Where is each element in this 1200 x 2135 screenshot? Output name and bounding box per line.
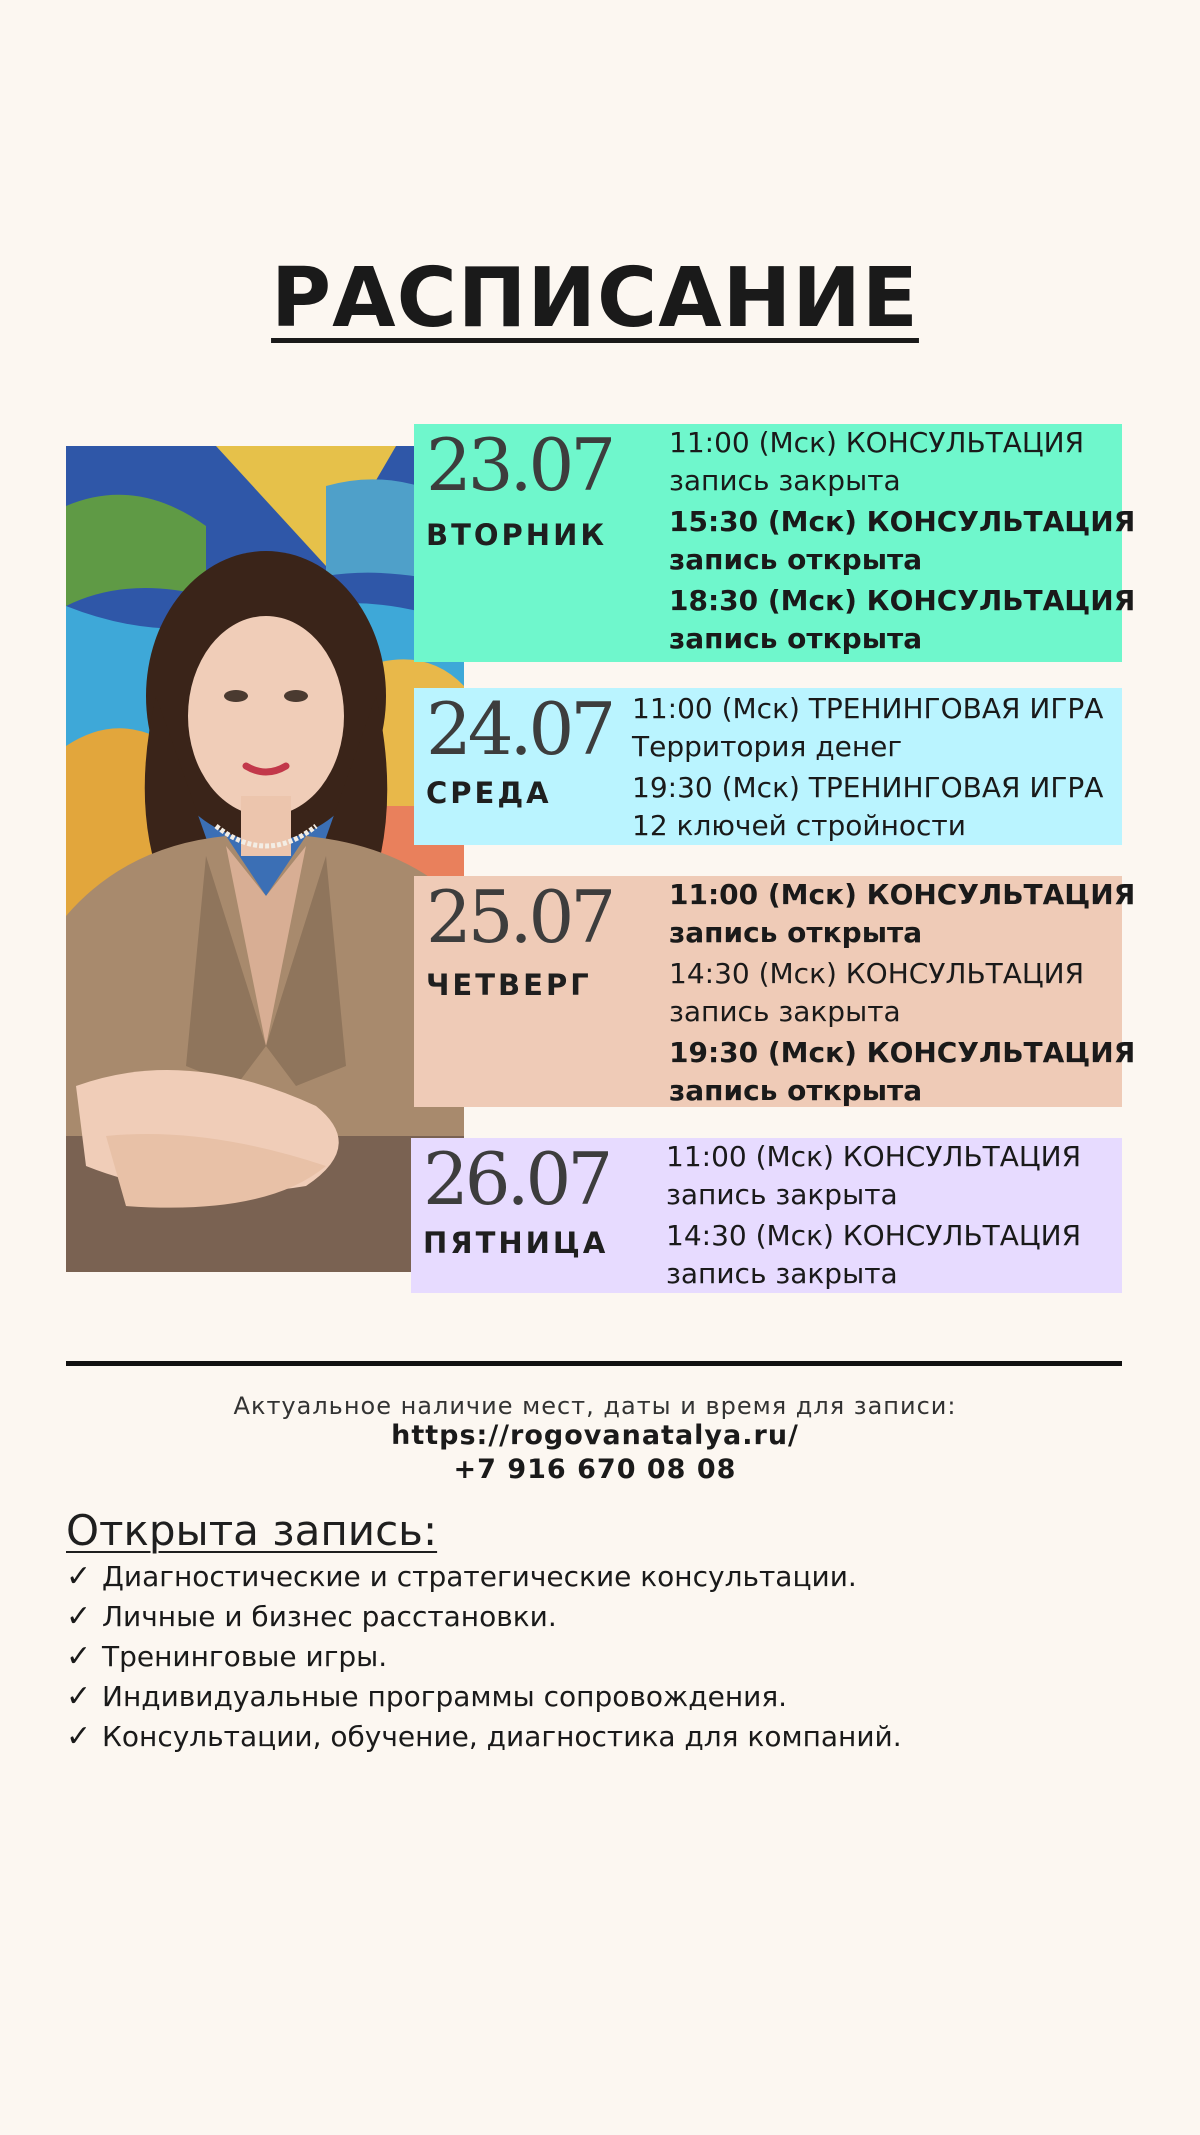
day-block: [414, 423, 1136, 662]
event-list: [669, 424, 1135, 658]
website-link[interactable]: https://rogovanatalya.ru/: [391, 1420, 799, 1451]
day-date: 23.07: [426, 423, 613, 507]
event-detail: запись закрыта: [669, 995, 901, 1028]
event-detail: запись открыта: [669, 543, 923, 576]
checkmark-icon: ✓: [66, 1678, 92, 1714]
event-time: 11:00 (Мск) КОНСУЛЬТАЦИЯ: [666, 1140, 1082, 1173]
event-detail: запись открыта: [669, 622, 923, 655]
list-item-label: Тренинговые игры.: [102, 1639, 388, 1673]
event-detail: запись закрыта: [666, 1257, 898, 1290]
event-time: 18:30 (Мск) КОНСУЛЬТАЦИЯ: [669, 584, 1136, 617]
list-item: [66, 1636, 902, 1676]
event-time: 11:00 (Мск) КОНСУЛЬТАЦИЯ: [669, 426, 1085, 459]
day-weekday: ВТОРНИК: [426, 518, 608, 552]
day-date: 24.07: [426, 687, 613, 771]
divider: [66, 1361, 1122, 1366]
day-block: [411, 1138, 1122, 1293]
event-time: 11:00 (Мск) ТРЕНИНГОВАЯ ИГРА: [632, 692, 1104, 725]
event-detail: запись закрыта: [669, 464, 901, 497]
event-detail: 12 ключей стройности: [632, 809, 966, 842]
event-detail: запись закрыта: [666, 1178, 898, 1211]
event-list: [666, 1138, 1081, 1293]
event-detail: запись открыта: [669, 916, 923, 949]
event-time: 19:30 (Мск) ТРЕНИНГОВАЯ ИГРА: [632, 771, 1104, 804]
list-item-label: Индивидуальные программы сопровождения.: [102, 1679, 788, 1713]
event-time: 19:30 (Мск) КОНСУЛЬТАЦИЯ: [669, 1036, 1136, 1069]
list-item: [66, 1556, 902, 1596]
event-detail: Территория денег: [632, 730, 903, 763]
checkmark-icon: ✓: [66, 1598, 92, 1634]
day-date: 26.07: [423, 1137, 610, 1221]
day-date: 25.07: [426, 875, 613, 959]
day-weekday: ЧЕТВЕРГ: [426, 968, 592, 1002]
services-list: [66, 1556, 902, 1756]
list-item: [66, 1596, 902, 1636]
checkmark-icon: ✓: [66, 1638, 92, 1674]
list-item: [66, 1716, 902, 1756]
open-booking-title: Открыта запись:: [66, 1506, 438, 1555]
day-weekday: СРЕДА: [426, 776, 552, 810]
event-list: [669, 876, 1135, 1110]
day-block: [414, 688, 1122, 845]
event-time: 15:30 (Мск) КОНСУЛЬТАЦИЯ: [669, 505, 1136, 538]
contact-note: Актуальное наличие мест, даты и время для записи:: [233, 1392, 957, 1420]
event-time: 11:00 (Мск) КОНСУЛЬТАЦИЯ: [669, 878, 1136, 911]
list-item-label: Консультации, обучение, диагностика для компаний.: [102, 1719, 902, 1753]
event-time: 14:30 (Мск) КОНСУЛЬТАЦИЯ: [666, 1219, 1082, 1252]
checkmark-icon: ✓: [66, 1558, 92, 1594]
list-item-label: Личные и бизнес расстановки.: [102, 1599, 557, 1633]
list-item-label: Диагностические и стратегические консультации.: [102, 1559, 857, 1593]
event-detail: запись открыта: [669, 1074, 923, 1107]
list-item: [66, 1676, 902, 1716]
page-title: РАСПИСАНИЕ: [271, 251, 919, 346]
checkmark-icon: ✓: [66, 1718, 92, 1754]
day-block: [414, 875, 1136, 1107]
day-weekday: ПЯТНИЦА: [423, 1226, 609, 1260]
event-time: 14:30 (Мск) КОНСУЛЬТАЦИЯ: [669, 957, 1085, 990]
portrait-photo: [66, 446, 464, 1272]
phone-number[interactable]: +7 916 670 08 08: [453, 1454, 737, 1485]
event-list: [632, 690, 1103, 845]
